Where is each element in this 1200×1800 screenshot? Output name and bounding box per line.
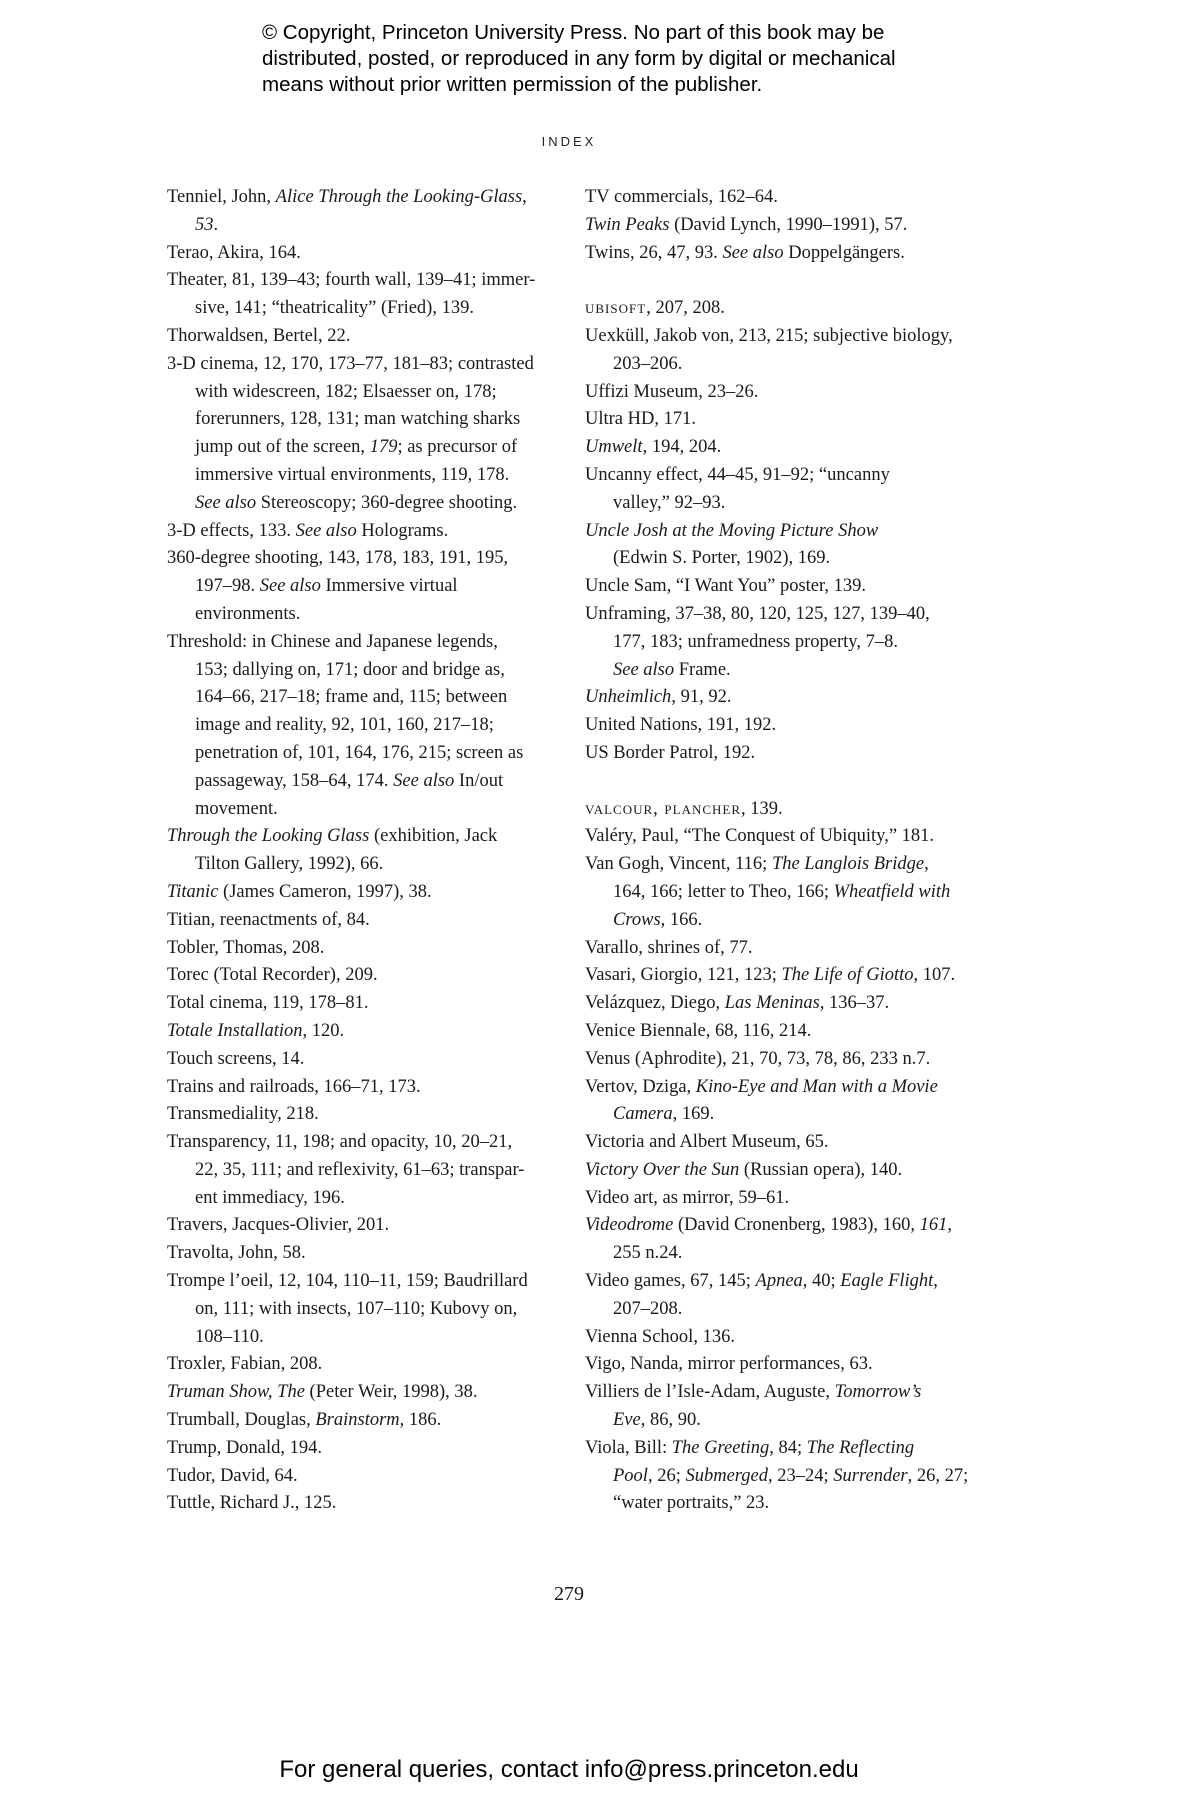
entry-text: Tenniel, John, <box>167 187 276 207</box>
index-entry <box>167 1268 562 1296</box>
index-entry-continuation <box>167 573 562 601</box>
entry-italic: Alice Through the Looking-Glass <box>275 187 523 207</box>
entry-italic: Unheimlich <box>585 687 672 708</box>
index-entry <box>167 879 562 907</box>
entry-text: on, 111; with insects, 107–110; Kubovy on, <box>195 1298 518 1319</box>
entry-italic: Surrender <box>833 1465 908 1486</box>
entry-text: Trump, Donald, 194. <box>167 1437 323 1458</box>
index-entry-continuation <box>585 1101 990 1129</box>
index-entry <box>167 1046 562 1074</box>
entry-text: 3-D effects, 133. <box>167 520 296 541</box>
entry-text: , 166. <box>660 909 703 930</box>
entry-text: , 84; <box>769 1437 807 1458</box>
index-entry <box>585 573 990 601</box>
entry-text: Villiers de l’Isle-Adam, Auguste, <box>585 1382 835 1403</box>
entry-text: Vigo, Nanda, mirror performances, 63. <box>585 1354 873 1375</box>
index-entry <box>585 684 990 712</box>
index-entry-continuation <box>585 657 990 685</box>
index-entry <box>585 1351 990 1379</box>
entry-text: Titian, reenactments of, 84. <box>167 909 370 930</box>
entry-text: , 139. <box>741 798 783 819</box>
entry-text: Trumball, Douglas, <box>167 1410 316 1431</box>
entry-text: Theater, 81, 139–43; fourth wall, 139–41; immer- <box>167 270 536 291</box>
index-entry-continuation <box>167 406 562 434</box>
entry-italic: Twin Peaks <box>585 214 670 235</box>
entry-text: Tudor, David, 64. <box>167 1465 298 1486</box>
entry-text: Uffizi Museum, 23–26. <box>585 381 759 402</box>
index-entry <box>585 1074 990 1102</box>
index-entry <box>167 907 562 935</box>
index-entry-continuation <box>585 1296 990 1324</box>
index-entry <box>167 990 562 1018</box>
entry-text: Terao, Akira, 164. <box>167 242 301 263</box>
entry-text: , <box>933 1271 938 1292</box>
index-entry <box>167 545 562 573</box>
entry-text: 164–66, 217–18; frame and, 115; between <box>195 687 508 708</box>
index-entry-continuation <box>167 212 562 240</box>
index-entry-continuation <box>167 1324 562 1352</box>
index-column-right <box>585 184 990 1518</box>
index-entry-continuation <box>167 684 562 712</box>
index-entry <box>585 1324 990 1352</box>
index-entry <box>167 323 562 351</box>
entry-text: jump out of the screen, <box>195 437 370 458</box>
running-head: INDEX <box>541 134 597 149</box>
entry-italic: Eve <box>613 1410 641 1431</box>
page-number: 279 <box>554 1583 584 1605</box>
entry-text: Vasari, Giorgio, 121, 123; <box>585 965 782 986</box>
entry-text: Touch screens, 14. <box>167 1048 305 1069</box>
entry-italic: See also <box>393 770 455 791</box>
index-entry <box>167 962 562 990</box>
entry-text: Tobler, Thomas, 208. <box>167 937 325 958</box>
index-entry-continuation <box>167 712 562 740</box>
entry-italic: Tomorrow’s <box>834 1382 922 1403</box>
entry-italic: Umwelt <box>585 437 643 458</box>
entry-italic: Wheatfield with <box>833 881 951 902</box>
entry-text: 360-degree shooting, 143, 178, 183, 191, 195, <box>167 548 509 569</box>
entry-text: Tuttle, Richard J., 125. <box>167 1493 337 1514</box>
footer-contact: For general queries, contact info@press.princeton.edu <box>279 1756 859 1783</box>
entry-italic: The Reflecting <box>806 1437 915 1458</box>
index-entry-continuation <box>167 601 562 629</box>
index-entry-continuation <box>167 740 562 768</box>
entry-text: Stereoscopy; 360-degree shooting. <box>256 492 518 513</box>
entry-text: 197–98. <box>195 576 260 597</box>
entry-text: (David Lynch, 1990–1991), 57. <box>669 214 908 235</box>
entry-italic: See also <box>613 659 675 680</box>
entry-italic: Victory Over the Sun <box>585 1159 740 1180</box>
entry-text: Twins, 26, 47, 93. <box>585 242 723 263</box>
index-entry <box>585 462 990 490</box>
index-entry <box>585 712 990 740</box>
entry-text: , 107. <box>913 965 956 986</box>
index-entry <box>167 1074 562 1102</box>
entry-text: , 207, 208. <box>646 298 725 319</box>
entry-text: Total cinema, 119, 178–81. <box>167 993 369 1014</box>
entry-text: Trains and railroads, 166–71, 173. <box>167 1076 421 1097</box>
entry-text: Threshold: in Chinese and Japanese legends, <box>167 631 498 652</box>
index-entry <box>167 1435 562 1463</box>
index-entry <box>167 1018 562 1046</box>
entry-italic: See also <box>259 576 321 597</box>
entry-text: 177, 183; unframedness property, 7–8. <box>613 631 898 652</box>
entry-text: , <box>522 187 527 207</box>
entry-text: Velázquez, Diego, <box>585 993 725 1014</box>
entry-italic: Titanic <box>167 881 219 902</box>
entry-text: 22, 35, 111; and reflexivity, 61–63; transpar- <box>195 1159 525 1180</box>
index-entry <box>585 962 990 990</box>
entry-italic: See also <box>295 520 357 541</box>
index-entry <box>585 1435 990 1463</box>
entry-text: valley,” 92–93. <box>613 492 726 513</box>
entry-text: Transmediality, 218. <box>167 1104 319 1125</box>
index-entry <box>585 851 990 879</box>
entry-text: Travers, Jacques-Olivier, 201. <box>167 1215 390 1236</box>
index-entry <box>167 267 562 295</box>
index-entry-continuation <box>585 351 990 379</box>
section-gap <box>585 267 990 295</box>
entry-text: Victoria and Albert Museum, 65. <box>585 1132 829 1153</box>
index-entry-continuation <box>585 1240 990 1268</box>
index-entry <box>167 518 562 546</box>
index-entry <box>585 796 990 824</box>
entry-text: , 169. <box>672 1104 715 1125</box>
entry-text: , 186. <box>399 1410 442 1431</box>
index-entry-continuation <box>585 1463 990 1491</box>
copyright-line: means without prior written permission of the publisher. <box>262 73 763 96</box>
entry-text: 207–208. <box>613 1298 683 1319</box>
entry-text: United Nations, 191, 192. <box>585 715 777 736</box>
entry-text: . <box>213 214 219 235</box>
index-entry <box>167 240 562 268</box>
entry-text: ent immediacy, 196. <box>195 1187 345 1208</box>
entry-italic: The Life of Giotto <box>781 965 914 986</box>
index-entry <box>585 1018 990 1046</box>
index-entry-continuation <box>167 657 562 685</box>
index-entry <box>585 1212 990 1240</box>
index-entry-continuation <box>167 379 562 407</box>
entry-text: Uncanny effect, 44–45, 91–92; “uncanny <box>585 464 890 485</box>
index-entry <box>167 1129 562 1157</box>
entry-italic: Through the Looking Glass <box>167 826 370 847</box>
index-entry <box>585 240 990 268</box>
entry-text: Trompe l’oeil, 12, 104, 110–11, 159; Baudrillard <box>167 1271 528 1292</box>
index-entry <box>585 323 990 351</box>
entry-text: Torec (Total Recorder), 209. <box>167 965 378 986</box>
entry-text: Ultra HD, 171. <box>585 409 696 430</box>
index-entry-continuation <box>167 295 562 323</box>
entry-text: (James Cameron, 1997), 38. <box>218 881 432 902</box>
index-entry <box>585 1046 990 1074</box>
entry-text: Varallo, shrines of, 77. <box>585 937 753 958</box>
entry-text: Vienna School, 136. <box>585 1326 735 1347</box>
entry-text: ; as precursor of <box>397 437 518 458</box>
index-entry <box>167 351 562 379</box>
entry-italic: See also <box>722 242 784 263</box>
entry-text: , 86, 90. <box>640 1410 701 1431</box>
entry-italic: Crows <box>613 909 661 930</box>
index-entry-continuation <box>585 1490 990 1518</box>
index-entry-continuation <box>167 434 562 462</box>
entry-text: (David Cronenberg, 1983), 160, <box>673 1215 920 1236</box>
entry-italic: Videodrome <box>585 1215 674 1236</box>
copyright-line: distributed, posted, or reproduced in any form by digital or mechanical <box>262 47 896 70</box>
index-entry <box>585 1268 990 1296</box>
entry-text: Frame. <box>674 659 731 680</box>
index-entry-continuation <box>167 1185 562 1213</box>
entry-text: Video games, 67, 145; <box>585 1271 756 1292</box>
index-entry <box>167 1407 562 1435</box>
index-entry <box>585 1129 990 1157</box>
entry-text: , 26; <box>647 1465 686 1486</box>
entry-text: (Edwin S. Porter, 1902), 169. <box>613 548 831 569</box>
index-entry <box>585 1379 990 1407</box>
index-entry-continuation <box>585 907 990 935</box>
entry-italic: 53 <box>195 214 214 235</box>
index-entry <box>167 629 562 657</box>
entry-text: Travolta, John, 58. <box>167 1243 306 1264</box>
index-entry-continuation <box>167 796 562 824</box>
index-entry-continuation <box>167 1296 562 1324</box>
entry-text: with widescreen, 182; Elsaesser on, 178; <box>195 381 497 402</box>
entry-text: Venus (Aphrodite), 21, 70, 73, 78, 86, 233 n.7. <box>585 1048 931 1069</box>
entry-text: Viola, Bill: <box>585 1437 672 1458</box>
entry-text: Transparency, 11, 198; and opacity, 10, 20–21, <box>167 1132 513 1153</box>
index-entry <box>585 740 990 768</box>
entry-italic: Pool <box>613 1465 648 1486</box>
index-entry <box>585 212 990 240</box>
entry-italic: Brainstorm <box>315 1410 400 1431</box>
index-entry <box>585 935 990 963</box>
entry-smallcaps: ubisoft <box>585 298 647 319</box>
entry-text: passageway, 158–64, 174. <box>195 770 394 791</box>
index-entry-continuation <box>167 851 562 879</box>
entry-text: , 26, 27; <box>907 1465 969 1486</box>
index-entry <box>167 1463 562 1491</box>
entry-text: 255 n.24. <box>613 1243 683 1264</box>
index-entry <box>585 518 990 546</box>
index-entry-continuation <box>167 462 562 490</box>
entry-text: , 91, 92. <box>671 687 732 708</box>
entry-italic: Uncle Josh at the Moving Picture Show <box>585 520 879 541</box>
entry-italic: Totale Installation <box>167 1020 303 1041</box>
entry-text: 3-D cinema, 12, 170, 173–77, 181–83; contrasted <box>167 353 534 374</box>
entry-italic: The Langlois Bridge <box>771 854 925 875</box>
entry-text: Doppelgängers. <box>783 242 905 263</box>
entry-text: 108–110. <box>195 1326 264 1347</box>
index-entry <box>585 823 990 851</box>
index-entry <box>167 823 562 851</box>
entry-text: Holograms. <box>356 520 449 541</box>
entry-text: Vertov, Dziga, <box>585 1076 696 1097</box>
index-entry <box>167 1351 562 1379</box>
entry-italic: 161 <box>919 1215 948 1236</box>
entry-text: Thorwaldsen, Bertel, 22. <box>167 325 351 346</box>
entry-text: Video art, as mirror, 59–61. <box>585 1187 790 1208</box>
entry-text: Unframing, 37–38, 80, 120, 125, 127, 139–40, <box>585 603 930 624</box>
index-entry <box>585 184 990 212</box>
entry-text: Tilton Gallery, 1992), 66. <box>195 854 384 875</box>
entry-smallcaps: valcour, plancher <box>585 798 742 819</box>
entry-italic: Eagle Flight <box>840 1271 934 1292</box>
entry-text: , 40; <box>802 1271 841 1292</box>
index-entry <box>167 1379 562 1407</box>
entry-text: , <box>924 854 929 875</box>
entry-italic: 179 <box>369 437 398 458</box>
entry-text: (Russian opera), 140. <box>739 1159 903 1180</box>
entry-italic: Submerged <box>685 1465 769 1486</box>
entry-italic: Camera <box>613 1104 673 1125</box>
entry-text: , 136–37. <box>819 993 890 1014</box>
entry-italic: Las Meninas <box>724 993 820 1014</box>
entry-text: (Peter Weir, 1998), 38. <box>304 1382 478 1403</box>
entry-text: environments. <box>195 603 301 624</box>
index-entry <box>167 1240 562 1268</box>
index-entry <box>167 1490 562 1518</box>
index-entry <box>585 379 990 407</box>
entry-text: 153; dallying on, 171; door and bridge as, <box>195 659 505 680</box>
index-entry <box>585 1185 990 1213</box>
entry-italic: See also <box>195 492 257 513</box>
entry-text: forerunners, 128, 131; man watching sharks <box>195 409 521 430</box>
copyright-line: © Copyright, Princeton University Press. No part of this book may be <box>262 21 885 44</box>
entry-text: Uncle Sam, “I Want You” poster, 139. <box>585 576 867 597</box>
entry-text: In/out <box>454 770 504 791</box>
index-entry <box>585 295 990 323</box>
index-entry <box>167 1101 562 1129</box>
entry-text: Immersive virtual <box>320 576 458 597</box>
index-entry-continuation <box>585 629 990 657</box>
index-entry <box>585 406 990 434</box>
entry-text: “water portraits,” 23. <box>613 1493 770 1514</box>
index-entry-continuation <box>585 490 990 518</box>
entry-text: (exhibition, Jack <box>369 826 498 847</box>
index-entry <box>585 1157 990 1185</box>
entry-text: 164, 166; letter to Theo, 166; <box>613 881 834 902</box>
entry-text: sive, 141; “theatricality” (Fried), 139. <box>195 298 474 319</box>
entry-text: penetration of, 101, 164, 176, 215; screen as <box>195 742 524 763</box>
index-entry <box>167 1212 562 1240</box>
index-entry-continuation <box>585 879 990 907</box>
entry-text: immersive virtual environments, 119, 178. <box>195 464 510 485</box>
entry-text: Van Gogh, Vincent, 116; <box>585 854 772 875</box>
entry-text: 203–206. <box>613 353 683 374</box>
entry-text: , <box>947 1215 953 1236</box>
index-entry <box>167 935 562 963</box>
entry-italic: The Greeting <box>671 1437 770 1458</box>
entry-text: image and reality, 92, 101, 160, 217–18; <box>195 715 494 736</box>
index-entry <box>585 990 990 1018</box>
entry-italic: Truman Show, The <box>167 1382 305 1403</box>
index-entry-continuation <box>167 768 562 796</box>
entry-text: TV commercials, 162–64. <box>585 187 778 207</box>
entry-text: Uexküll, Jakob von, 213, 215; subjective biology, <box>585 325 953 346</box>
copyright-notice <box>262 20 982 98</box>
entry-text: Troxler, Fabian, 208. <box>167 1354 323 1375</box>
index-entry <box>167 184 562 212</box>
index-entry <box>585 601 990 629</box>
entry-text: Valéry, Paul, “The Conquest of Ubiquity,” 181. <box>585 826 935 847</box>
entry-text: , 120. <box>302 1020 345 1041</box>
entry-text: Venice Biennale, 68, 116, 214. <box>585 1020 812 1041</box>
index-entry-continuation <box>167 490 562 518</box>
entry-text: movement. <box>195 798 278 819</box>
index-column-left <box>167 184 562 1518</box>
index-entry-continuation <box>585 545 990 573</box>
index-entry <box>585 434 990 462</box>
entry-text: US Border Patrol, 192. <box>585 742 756 763</box>
index-entry-continuation <box>585 1407 990 1435</box>
entry-text: , 23–24; <box>768 1465 834 1486</box>
index-entry-continuation <box>167 1157 562 1185</box>
entry-text: , 194, 204. <box>642 437 722 458</box>
entry-italic: Apnea <box>755 1271 803 1292</box>
entry-italic: Kino-Eye and Man with a Movie <box>695 1076 938 1097</box>
section-gap <box>585 768 990 796</box>
